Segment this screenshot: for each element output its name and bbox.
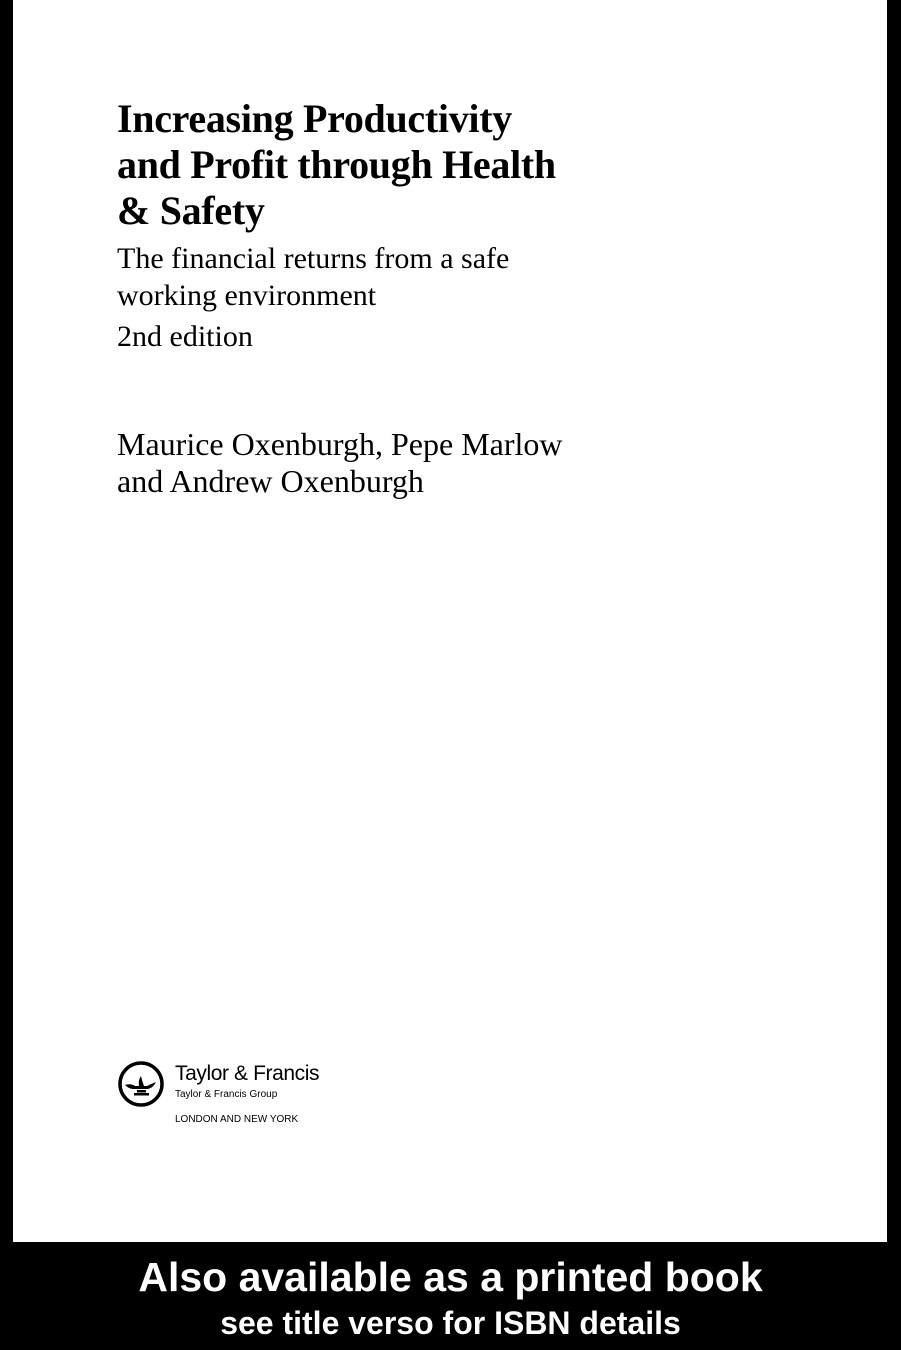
book-title <box>117 96 556 234</box>
book-edition: 2nd edition <box>117 320 253 353</box>
lamp-logo-icon <box>117 1060 165 1108</box>
publisher-imprint <box>117 1058 377 1128</box>
title-line: and Profit through Health <box>117 142 556 187</box>
banner-headline: Also available as a printed book <box>138 1254 763 1300</box>
publisher-name: Taylor & Francis <box>175 1062 320 1085</box>
printed-book-banner <box>0 1242 901 1350</box>
title-line: Increasing Productivity <box>117 96 512 141</box>
publisher-group: Taylor & Francis Group <box>175 1089 278 1100</box>
title-line: & Safety <box>117 188 265 233</box>
publisher-cities: LONDON AND NEW YORK <box>175 1114 299 1125</box>
book-authors <box>117 426 563 500</box>
author-line: Maurice Oxenburgh, Pepe Marlow <box>117 426 563 462</box>
author-line: and Andrew Oxenburgh <box>117 463 424 499</box>
subtitle-line: The financial returns from a safe <box>117 242 510 275</box>
title-page <box>13 0 887 1242</box>
banner-subline: see title verso for ISBN details <box>220 1305 681 1341</box>
subtitle-line: working environment <box>117 279 377 312</box>
book-subtitle <box>117 240 509 314</box>
